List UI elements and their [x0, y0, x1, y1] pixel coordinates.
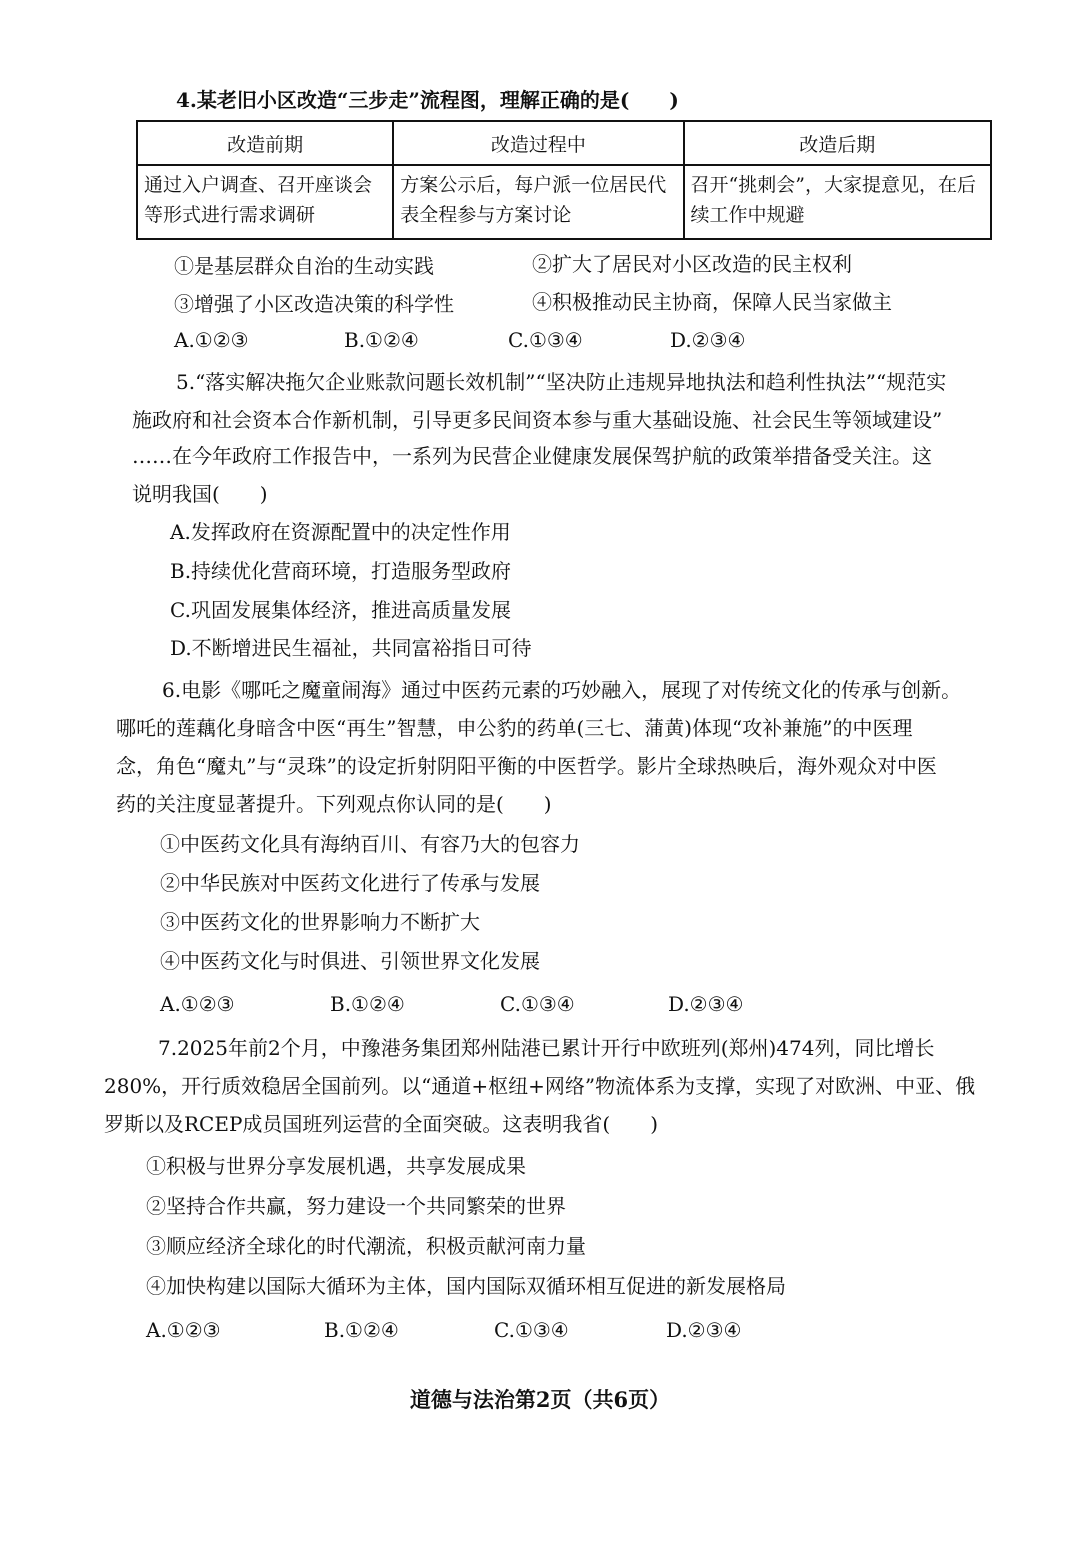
q4-choice-a[interactable]: A.①②③ — [174, 328, 249, 352]
q6-statement-4: ④中医药文化与时俱进、引领世界文化发展 — [160, 949, 540, 973]
q4-header-during: 改造过程中 — [393, 121, 683, 165]
q6-stem-line-2: 哪吒的莲藕化身暗含中医“再生”智慧，申公豹的药单(三七、蒲黄)体现“攻补兼施”的中医理 — [116, 716, 913, 740]
q4-stem: 4.某老旧小区改造“三步走”流程图，理解正确的是( ) — [176, 88, 679, 112]
q4-cell-during: 方案公示后，每户派一位居民代表全程参与方案讨论 — [393, 165, 683, 239]
q4-choice-c[interactable]: C.①③④ — [508, 328, 583, 352]
q5-stem-line-1: 5.“落实解决拖欠企业账款问题长效机制”“坚决防止违规异地执法和趋利性执法”“规范实 — [176, 370, 947, 394]
q4-choice-d[interactable]: D.②③④ — [670, 328, 746, 352]
q6-statement-3: ③中医药文化的世界影响力不断扩大 — [160, 910, 480, 934]
q5-stem-line-2: 施政府和社会资本合作新机制，引导更多民间资本参与重大基础设施、社会民生等领域建设” — [132, 408, 943, 432]
q6-stem-line-1: 6.电影《哪吒之魔童闹海》通过中医药元素的巧妙融入，展现了对传统文化的传承与创新。 — [162, 678, 962, 702]
q4-statement-2: ②扩大了居民对小区改造的民主权利 — [532, 252, 852, 276]
q4-cell-after: 召开“挑刺会”，大家提意见，在后续工作中规避 — [684, 165, 991, 239]
q7-statement-3: ③顺应经济全球化的时代潮流，积极贡献河南力量 — [146, 1234, 586, 1258]
q6-stem-line-3: 念，角色“魔丸”与“灵珠”的设定折射阴阳平衡的中医哲学。影片全球热映后，海外观众对中医 — [116, 754, 937, 778]
q7-stem-line-1: 7.2025年前2个月，中豫港务集团郑州陆港已累计开行中欧班列(郑州)474列，同比增长 — [158, 1036, 935, 1060]
q7-statement-4: ④加快构建以国际大循环为主体，国内国际双循环相互促进的新发展格局 — [146, 1274, 786, 1298]
q6-choice-b[interactable]: B.①②④ — [330, 992, 405, 1016]
q7-choice-d[interactable]: D.②③④ — [666, 1318, 742, 1342]
q5-choice-d[interactable]: D.不断增进民生福祉，共同富裕指日可待 — [170, 636, 532, 660]
q6-choice-c[interactable]: C.①③④ — [500, 992, 575, 1016]
q4-cell-before: 通过入户调查、召开座谈会等形式进行需求调研 — [137, 165, 393, 239]
q4-statement-1: ①是基层群众自治的生动实践 — [174, 254, 434, 278]
q4-header-after: 改造后期 — [684, 121, 991, 165]
q7-choice-a[interactable]: A.①②③ — [146, 1318, 221, 1342]
page-footer: 道德与法治第2页（共6页） — [409, 1387, 671, 1412]
q5-stem-line-3: ……在今年政府工作报告中，一系列为民营企业健康发展保驾护航的政策举措备受关注。这 — [132, 444, 932, 468]
q6-stem-line-4: 药的关注度显著提升。下列观点你认同的是( ) — [116, 792, 552, 816]
q5-choice-a[interactable]: A.发挥政府在资源配置中的决定性作用 — [170, 520, 511, 544]
q6-choice-a[interactable]: A.①②③ — [160, 992, 235, 1016]
q6-choice-d[interactable]: D.②③④ — [668, 992, 744, 1016]
q4-statement-4: ④积极推动民主协商，保障人民当家做主 — [532, 290, 892, 314]
q4-flow-table — [136, 120, 992, 240]
q7-stem-line-2: 280%，开行质效稳居全国前列。以“通道+枢纽+网络”物流体系为支撑，实现了对欧洲、中亚、俄 — [104, 1074, 976, 1098]
q7-choice-b[interactable]: B.①②④ — [324, 1318, 399, 1342]
q7-statement-1: ①积极与世界分享发展机遇，共享发展成果 — [146, 1154, 526, 1178]
q5-choice-b[interactable]: B.持续优化营商环境，打造服务型政府 — [170, 559, 512, 583]
q7-statement-2: ②坚持合作共赢，努力建设一个共同繁荣的世界 — [146, 1194, 566, 1218]
q4-choice-b[interactable]: B.①②④ — [344, 328, 419, 352]
q5-choice-c[interactable]: C.巩固发展集体经济，推进高质量发展 — [170, 598, 511, 622]
q6-statement-2: ②中华民族对中医药文化进行了传承与发展 — [160, 871, 540, 895]
q4-statement-3: ③增强了小区改造决策的科学性 — [174, 292, 454, 316]
q7-choice-c[interactable]: C.①③④ — [494, 1318, 569, 1342]
q4-header-before: 改造前期 — [137, 121, 393, 165]
q7-stem-line-3: 罗斯以及RCEP成员国班列运营的全面突破。这表明我省( ) — [104, 1112, 659, 1136]
q6-statement-1: ①中医药文化具有海纳百川、有容乃大的包容力 — [160, 832, 580, 856]
q5-stem-line-4: 说明我国( ) — [132, 482, 268, 506]
